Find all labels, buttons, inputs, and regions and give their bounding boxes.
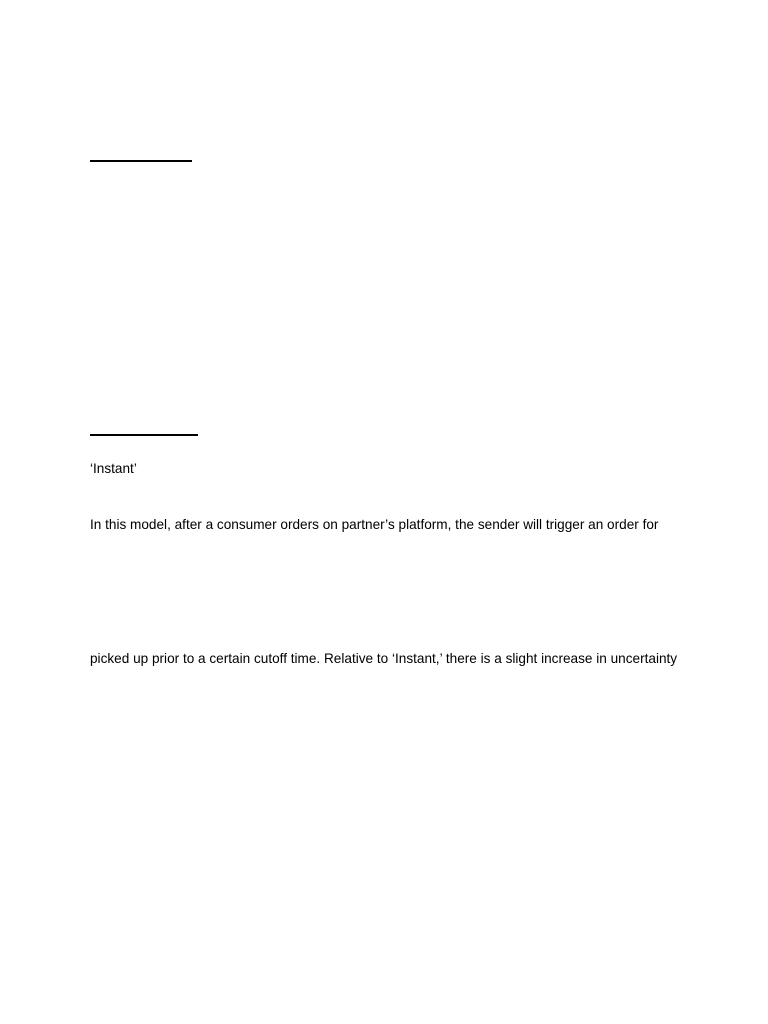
text-line-instant-label: ‘Instant’ xyxy=(90,461,137,476)
text-line-cutoff-description: picked up prior to a certain cutoff time. Relative to ‘Instant,’ there is a slight increase in uncertainty xyxy=(90,651,678,666)
text-line-model-description: In this model, after a consumer orders on partner’s platform, the sender will trigger an order for xyxy=(90,517,659,532)
section-heading-underline xyxy=(90,160,192,162)
section-heading-underline xyxy=(90,434,198,436)
